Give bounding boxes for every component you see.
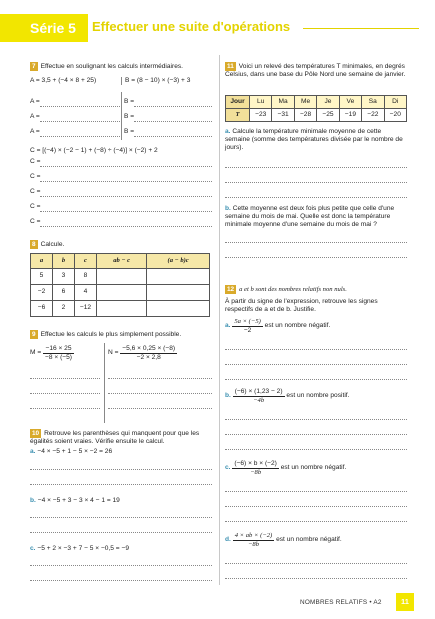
temp-cell: −28 (294, 109, 316, 122)
answer-line[interactable] (225, 159, 407, 168)
temp-cell: −20 (384, 109, 406, 122)
ex12-number: 12 (227, 286, 235, 293)
answer-line[interactable] (108, 385, 212, 394)
ex11-b-label: b. (225, 205, 231, 212)
temp-cell: −25 (317, 109, 339, 122)
ex9-number: 9 (32, 331, 36, 338)
M-fraction (43, 345, 74, 362)
page-number: 11 (396, 593, 414, 611)
temperature-table (225, 95, 407, 122)
footer-text: NOMBRES RELATIFS • A2 (300, 599, 382, 606)
C-eq: C = (30, 203, 41, 210)
answer-line[interactable] (134, 128, 212, 137)
ex12-item-a (225, 318, 407, 380)
M-numerator: −16 × 25 (43, 345, 74, 354)
ex12-b-denominator: −4b (253, 397, 265, 404)
answer-line[interactable] (30, 385, 100, 394)
ex12-instruction (225, 285, 407, 294)
answer-line[interactable] (225, 411, 407, 420)
temp-header: T (226, 109, 250, 122)
ex12-d-numerator: 4 × ab × (−2) (234, 532, 273, 539)
answer-line[interactable] (225, 371, 407, 380)
answer-line[interactable] (40, 173, 212, 182)
answer-line[interactable] (40, 113, 120, 122)
temp-cell: −22 (362, 109, 384, 122)
ex12-d-label: d. (225, 536, 231, 544)
answer-line[interactable] (225, 234, 407, 243)
ex11-question-b (225, 205, 407, 258)
answer-line[interactable] (40, 128, 120, 137)
ex7-answer-lines-C (30, 158, 212, 233)
ex8-number: 8 (32, 241, 36, 248)
day-header: Jour (226, 96, 250, 109)
ex12-b-label: b. (225, 392, 231, 400)
ex7-divider (121, 92, 122, 140)
answer-cell[interactable] (97, 285, 147, 301)
ex11-instruction (225, 62, 407, 79)
ex12-c-fraction (232, 460, 279, 477)
day-cell: Ve (339, 96, 361, 109)
cell: 2 (53, 301, 75, 317)
answer-cell[interactable] (147, 285, 210, 301)
C-eq: C = (30, 158, 41, 165)
ex11-number: 11 (227, 63, 234, 70)
answer-line[interactable] (134, 98, 212, 107)
answer-line[interactable] (30, 370, 100, 379)
ex9-lines-N (108, 370, 212, 415)
N-numerator: −5,6 × 0,25 × (−8) (122, 345, 176, 352)
C-eq: C = (30, 188, 41, 195)
ex12-b-text: est un nombre positif. (286, 392, 350, 400)
answer-line[interactable] (30, 400, 100, 409)
title-rule (303, 28, 419, 29)
ex12-c-text: est un nombre négatif. (280, 464, 347, 472)
table-row (31, 301, 210, 317)
B-eq: B = (124, 113, 135, 120)
answer-line[interactable] (30, 509, 212, 518)
ex12-c-denominator: −8b (250, 469, 262, 476)
cell: 3 (53, 269, 75, 285)
A-eq: A = (30, 128, 40, 135)
ex12-a-numerator: 5a × (−5) (234, 318, 261, 325)
col-a: a (31, 254, 53, 269)
ex12-b-fraction (233, 388, 285, 405)
answer-line[interactable] (40, 218, 212, 227)
answer-line[interactable] (30, 557, 212, 566)
ex7-answer-lines-A (30, 98, 120, 143)
temp-cell: −19 (339, 109, 361, 122)
answer-cell[interactable] (97, 269, 147, 285)
ex7-text: Effectue en soulignant les calculs intermédiaires. (40, 63, 184, 70)
N-fraction (120, 345, 177, 362)
B-eq: B = (124, 128, 135, 135)
N-denominator: −2 × 2,8 (136, 354, 161, 361)
ex12-c-label: c. (225, 464, 231, 472)
B-eq: B = (124, 98, 135, 105)
ex10-number: 10 (32, 430, 40, 437)
answer-line[interactable] (225, 483, 407, 492)
answer-line[interactable] (225, 498, 407, 507)
column-divider (219, 55, 220, 585)
day-cell: Me (294, 96, 316, 109)
cell: −6 (31, 301, 53, 317)
ex8-text: Calcule. (40, 241, 65, 248)
ex12-text: a et b sont des nombres relatifs non nuls. (239, 286, 347, 293)
expression-B: B = (8 − 10) × (−3) + 3 (121, 77, 210, 85)
cell: 8 (75, 269, 97, 285)
ex10-a-label: a. (30, 448, 36, 456)
answer-line[interactable] (108, 400, 212, 409)
exercise-9-instruction (30, 330, 181, 339)
answer-line[interactable] (30, 572, 212, 581)
ex12-c-numerator: (−6) × b × (−2) (234, 460, 277, 467)
answer-line[interactable] (225, 441, 407, 450)
answer-line[interactable] (30, 524, 212, 533)
ex10-text: Retrouve les parenthèses qui manquent pour que les égalités soient vraies. Vérifie ensuite le calcul. (30, 430, 200, 446)
answer-line[interactable] (108, 370, 212, 379)
cell: 6 (53, 285, 75, 301)
serie-label: Série 5 (30, 20, 76, 36)
answer-line[interactable] (40, 158, 212, 167)
A-eq: A = (30, 113, 40, 120)
exercise-8-instruction (30, 240, 64, 249)
answer-line[interactable] (40, 188, 212, 197)
C-eq: C = (30, 173, 41, 180)
cell: 5 (31, 269, 53, 285)
col-c: c (75, 254, 97, 269)
expression-M (30, 345, 74, 362)
expression-C: C = [(−4) × (−2 − 1) + (−8) ÷ (−4)] × (−2) + 2 (30, 147, 158, 154)
C-eq: C = (30, 218, 41, 225)
ex12-a-text: est un nombre négatif. (264, 322, 331, 330)
exercise-10 (30, 429, 212, 581)
ex8-table (30, 253, 210, 317)
exercise-7 (30, 62, 210, 85)
answer-line[interactable] (30, 476, 212, 485)
temp-cell: −23 (250, 109, 272, 122)
table-row (31, 285, 210, 301)
day-cell: Sa (362, 96, 384, 109)
ex12-item-d (225, 532, 407, 579)
col-a-b-c: (a − b)c (147, 254, 210, 269)
ex12-d-text: est un nombre négatif. (276, 536, 342, 544)
cell: −2 (31, 285, 53, 301)
ex7-number: 7 (32, 63, 36, 70)
exercise-12 (225, 285, 407, 315)
col-b: b (53, 254, 75, 269)
day-cell: Lu (250, 96, 272, 109)
temp-cell: −31 (272, 109, 294, 122)
expression-A: A = 3,5 + (−4 × 8 + 25) (30, 77, 97, 85)
answer-line[interactable] (134, 113, 212, 122)
day-cell: Di (384, 96, 406, 109)
answer-line[interactable] (40, 203, 212, 212)
day-cell: Je (317, 96, 339, 109)
ex12-item-b (225, 388, 407, 450)
ex10-instruction (30, 429, 212, 446)
ex12-b-numerator: (−6) × (1,23 − 2) (234, 388, 283, 395)
ex12-a-fraction (232, 318, 262, 335)
cell: 4 (75, 285, 97, 301)
ex10-b-equation: −4 × −5 + 3 − 3 × 4 − 1 = 19 (37, 496, 120, 504)
answer-line[interactable] (225, 356, 407, 365)
ex11-b-text: Cette moyenne est deux fois plus petite que celle d'une semaine du mois de mai. Quelle est donc la température minimale moyenne d'une semaine du mois de mai ? (225, 205, 395, 229)
expression-N (108, 345, 177, 362)
ex7-answer-lines-B (124, 98, 212, 143)
ex7-instruction (30, 62, 210, 71)
answer-line[interactable] (225, 426, 407, 435)
ex11-a-label: a. (225, 128, 231, 135)
answer-line[interactable] (225, 174, 407, 183)
ex10-b-label: b. (30, 496, 36, 504)
ex10-c-equation: −5 + 2 × −3 + 7 − 5 × −0,5 = −9 (37, 544, 130, 552)
answer-line[interactable] (225, 570, 407, 579)
ex12-a-label: a. (225, 322, 231, 330)
page-title: Effectuer une suite d'opérations (92, 19, 291, 34)
ex9-text: Effectue les calculs le plus simplement possible. (40, 331, 182, 338)
ex11-a-text: Calcule la température minimale moyenne de cette semaine (somme des températures divisée par le nombre de jours). (225, 128, 403, 152)
ex12-d-denominator: −8b (247, 541, 259, 548)
ex11-text: Voici un relevé des températures T minimales, en degrés Celsius, dans une base du Pôle Nord une semaine de janvier. (225, 63, 406, 79)
N-label: N = (108, 349, 119, 357)
table-row (31, 269, 210, 285)
ex9-lines-M (30, 370, 100, 415)
ex11-question-a (225, 128, 407, 198)
ex10-a-equation: −4 × −5 + 1 − 5 × −2 = 26 (37, 448, 113, 456)
answer-line[interactable] (225, 513, 407, 522)
answer-line[interactable] (30, 461, 212, 470)
answer-line[interactable] (225, 341, 407, 350)
ex12-item-c (225, 460, 407, 522)
ex12-a-denominator: −2 (243, 327, 252, 334)
answer-cell[interactable] (147, 269, 210, 285)
answer-line[interactable] (225, 249, 407, 258)
M-denominator: −8 × (−5) (45, 354, 72, 361)
ex9-divider (104, 343, 105, 423)
col-ab-c: ab − c (97, 254, 147, 269)
M-label: M = (30, 349, 42, 357)
ex12-d-fraction (233, 532, 275, 549)
answer-line[interactable] (40, 98, 120, 107)
answer-line[interactable] (225, 189, 407, 198)
ex10-c-label: c. (30, 544, 36, 552)
exercise-11 (225, 62, 407, 79)
ex12-text2: À partir du signe de l'expression, retrouve les signes respectifs de a et de b. Justifie. (225, 298, 378, 314)
answer-cell[interactable] (147, 301, 210, 317)
A-eq: A = (30, 98, 40, 105)
answer-line[interactable] (225, 555, 407, 564)
cell: −12 (75, 301, 97, 317)
day-cell: Ma (272, 96, 294, 109)
answer-cell[interactable] (97, 301, 147, 317)
